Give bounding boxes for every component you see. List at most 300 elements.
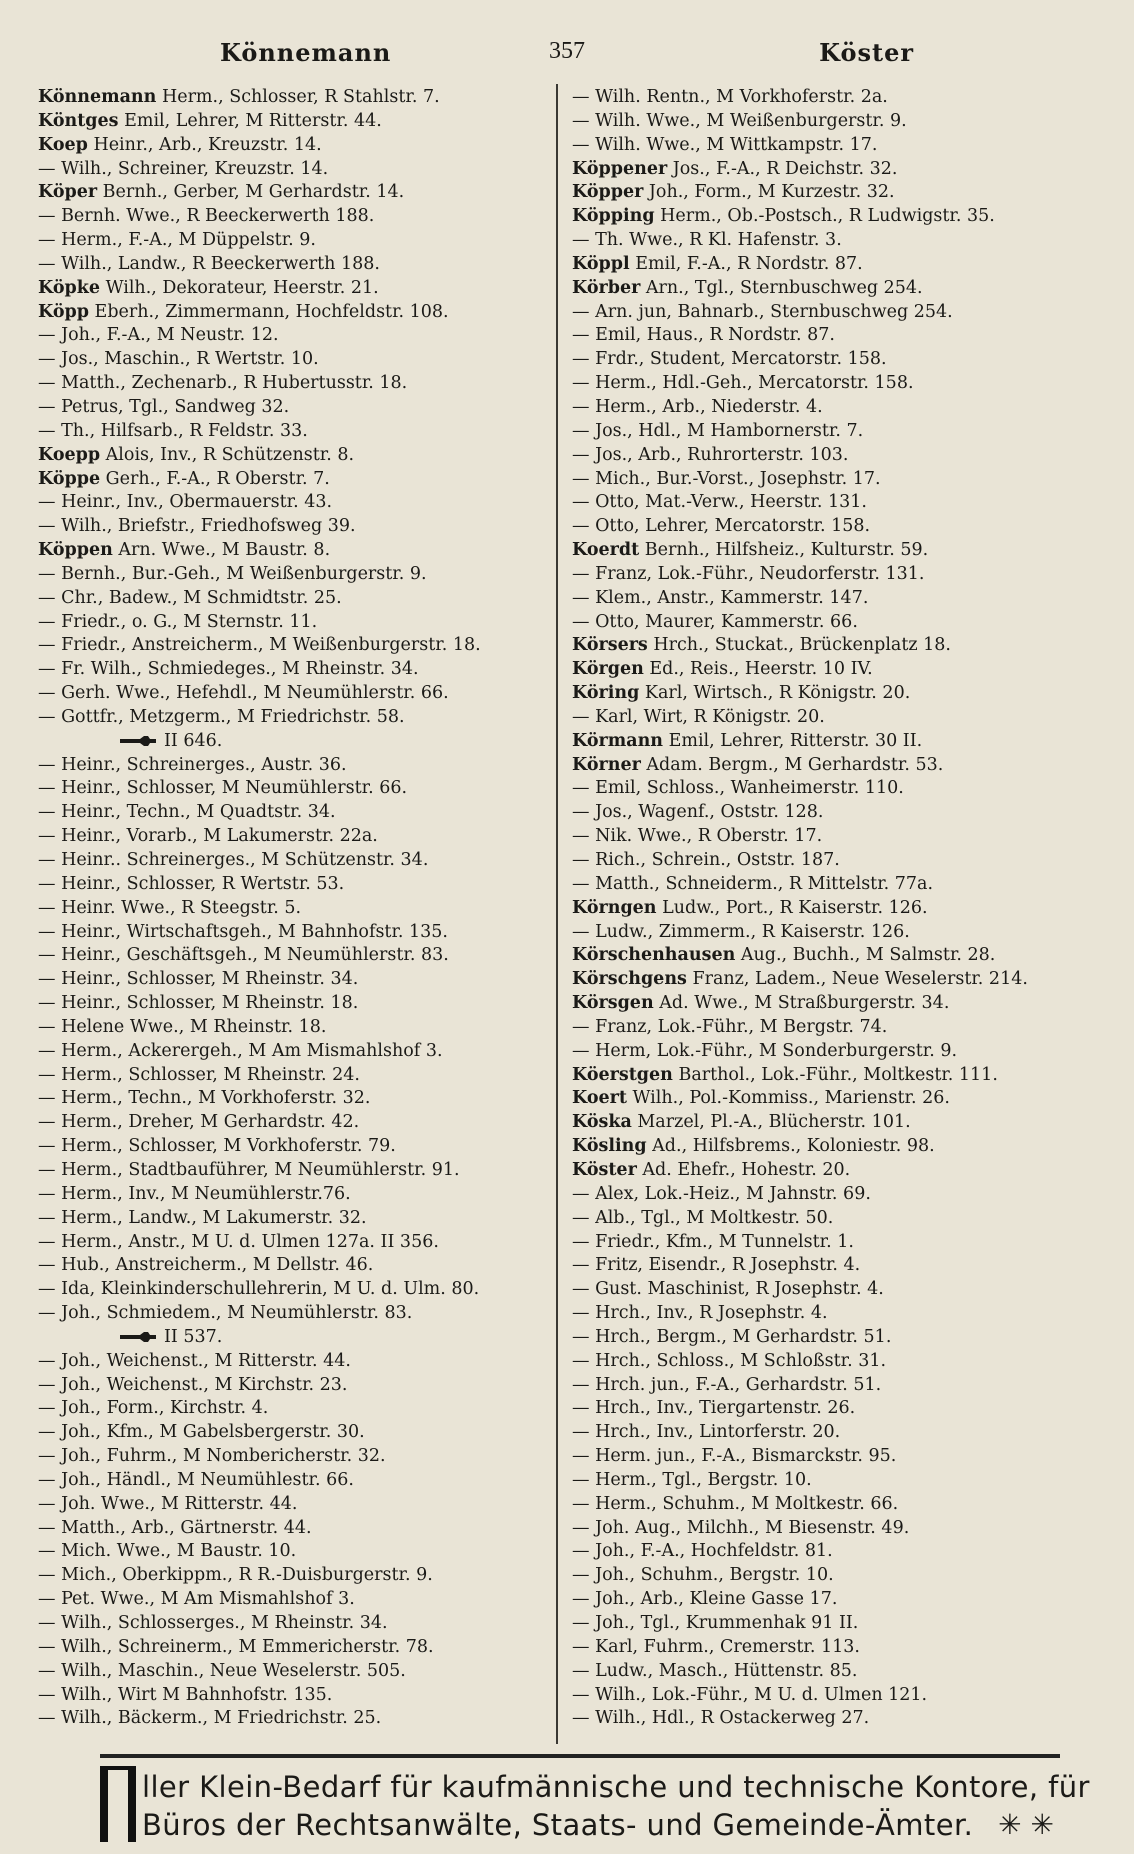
- entry-details: Bernh., Hilfsheiz., Kulturstr. 59.: [639, 540, 929, 561]
- entry-details: Jos., F.-A., R Deichstr. 32.: [667, 158, 898, 179]
- header-right-keyword: Köster: [819, 38, 914, 67]
- entry-details: — Ida, Kleinkinderschullehrerin, M U. d. Ulm. 80.: [38, 1279, 480, 1300]
- entry-details: Marzel, Pl.-A., Blücherstr. 101.: [631, 1112, 911, 1133]
- entry-surname: Köring: [572, 683, 640, 704]
- directory-entry: [572, 1040, 1112, 1064]
- entry-details: — Bernh., Bur.-Geh., M Weißenburgerstr. 9.: [38, 563, 427, 584]
- directory-entry: [572, 1087, 1112, 1111]
- entry-details: — Hrch., Inv., R Josephstr. 4.: [572, 1303, 828, 1324]
- entry-details: — Otto, Mat.-Verw., Heerstr. 131.: [572, 492, 867, 513]
- entry-surname: Körschgens: [572, 969, 687, 990]
- directory-entry: [572, 1707, 1112, 1731]
- entry-surname: Köppener: [572, 158, 668, 179]
- entry-details: — Heinr., Schlosser, M Neumühlerstr. 66.: [38, 778, 408, 799]
- entry-details: Joh., Form., M Kurzestr. 32.: [643, 182, 895, 203]
- entry-details: — Fritz, Eisendr., R Josephstr. 4.: [572, 1255, 861, 1276]
- directory-entry: [572, 968, 1112, 992]
- directory-entry: [38, 658, 550, 682]
- entry-details: Hrch., Stuckat., Brückenplatz 18.: [647, 635, 951, 656]
- entry-details: — Herm, Lok.-Führ., M Sonderburgerstr. 9.: [572, 1040, 958, 1061]
- entry-details: — Th., Hilfsarb., R Feldstr. 33.: [38, 420, 308, 441]
- entry-surname: Köppe: [38, 468, 101, 489]
- directory-entry: [572, 1684, 1112, 1708]
- directory-entry: [572, 1564, 1112, 1588]
- entry-surname: Koep: [38, 134, 88, 155]
- entry-details: — Frdr., Student, Mercatorstr. 158.: [572, 349, 887, 370]
- directory-entry: [38, 1564, 550, 1588]
- entry-details: Adam. Bergm., M Gerhardstr. 53.: [640, 754, 944, 775]
- entry-details: — Jos., Wagenf., Oststr. 128.: [572, 802, 824, 823]
- entry-details: — Gerh. Wwe., Hefehdl., M Neumühlerstr. 66.: [38, 683, 449, 704]
- directory-entry: [38, 706, 550, 730]
- directory-entry: [38, 1207, 550, 1231]
- directory-entry: [38, 515, 550, 539]
- entry-details: — Ludw., Masch., Hüttenstr. 85.: [572, 1660, 858, 1681]
- entry-details: Wilh., Pol.-Kommiss., Marienstr. 26.: [626, 1088, 950, 1109]
- entry-details: — Herm., F.-A., M Düppelstr. 9.: [38, 230, 316, 251]
- directory-entry: [572, 324, 1112, 348]
- page-number: 357: [549, 38, 585, 64]
- entry-surname: Körner: [572, 754, 641, 775]
- directory-entry: [38, 110, 550, 134]
- entry-details: Franz, Ladem., Neue Weselerstr. 214.: [686, 969, 1028, 990]
- directory-entry: [572, 1278, 1112, 1302]
- entry-details: — Matth., Schneiderm., R Mittelstr. 77a.: [572, 873, 934, 894]
- ad-stars-ornament: ✳ ✳: [998, 1808, 1054, 1841]
- entry-details: Arn. Wwe., M Baustr. 8.: [112, 540, 331, 561]
- entry-details: — Herm., Ackerergeh., M Am Mismahlshof 3.: [38, 1040, 443, 1061]
- directory-entry: [38, 491, 550, 515]
- directory-entry: [572, 1016, 1112, 1040]
- entry-details: II 646.: [164, 730, 223, 751]
- entry-surname: Kösling: [572, 1136, 647, 1157]
- entry-details: — Heinr., Schlosser, M Rheinstr. 34.: [38, 969, 359, 990]
- directory-entry: [572, 873, 1112, 897]
- entry-details: — Joh. Wwe., M Ritterstr. 44.: [38, 1493, 298, 1514]
- entry-details: — Joh. Aug., Milchh., M Biesenstr. 49.: [572, 1517, 910, 1538]
- directory-entry: [38, 1135, 550, 1159]
- entry-details: — Heinr., Techn., M Quadtstr. 34.: [38, 802, 336, 823]
- entry-details: — Hrch., Bergm., M Gerhardstr. 51.: [572, 1326, 892, 1347]
- entry-details: — Heinr., Schlosser, M Rheinstr. 18.: [38, 993, 359, 1014]
- entry-details: — Joh., Weichenst., M Ritterstr. 44.: [38, 1350, 351, 1371]
- directory-entry: [38, 1302, 550, 1326]
- directory-entry: [572, 730, 1112, 754]
- right-column: [572, 86, 1112, 1731]
- entry-details: — Heinr. Wwe., R Steegstr. 5.: [38, 897, 302, 918]
- directory-entry: [38, 1493, 550, 1517]
- directory-entry: [572, 1183, 1112, 1207]
- entry-surname: Köpke: [38, 277, 100, 298]
- entry-details: Eberh., Zimmermann, Hochfeldstr. 108.: [88, 301, 449, 322]
- entry-details: — Heinr., Vorarb., M Lakumerstr. 22a.: [38, 826, 378, 847]
- directory-entry: [38, 587, 550, 611]
- entry-details: Wilh., Dekorateur, Heerstr. 21.: [100, 277, 379, 298]
- entry-details: — Jos., Arb., Ruhrorterstr. 103.: [572, 444, 849, 465]
- entry-details: — Joh., Arb., Kleine Gasse 17.: [572, 1589, 838, 1610]
- entry-details: — Heinr.. Schreinerges., M Schützenstr. 34.: [38, 850, 429, 870]
- entry-surname: Körsgen: [572, 993, 654, 1014]
- directory-entry: [38, 253, 550, 277]
- entry-surname: Körmann: [572, 730, 664, 751]
- entry-details: — Rich., Schrein., Oststr. 187.: [572, 850, 840, 870]
- entry-details: — Heinr., Schlosser, R Wertstr. 53.: [38, 873, 345, 894]
- directory-entry: [38, 1159, 550, 1183]
- entry-details: — Hrch., Schloss., M Schloßstr. 31.: [572, 1350, 887, 1371]
- entry-details: — Franz, Lok.-Führ., Neudorferstr. 131.: [572, 563, 925, 584]
- directory-entry: [38, 777, 550, 801]
- directory-entry: [572, 420, 1112, 444]
- ad-top-rule: [100, 1754, 1060, 1758]
- directory-entry: [572, 158, 1112, 182]
- entry-surname: Körsers: [572, 635, 648, 656]
- directory-entry: [38, 1707, 550, 1731]
- directory-entry: [572, 1064, 1112, 1088]
- directory-entry: [38, 324, 550, 348]
- entry-details: Ludw., Port., R Kaiserstr. 126.: [656, 897, 928, 918]
- entry-details: — Chr., Badew., M Schmidtstr. 25.: [38, 587, 342, 608]
- entry-details: — Friedr., Anstreicherm., M Weißenburgerstr. 18.: [38, 635, 481, 656]
- entry-details: Emil, Lehrer, Ritterstr. 30 II.: [663, 730, 923, 751]
- directory-entry: [38, 730, 550, 754]
- entry-details: — Heinr., Geschäftsgeh., M Neumühlerstr. 83.: [38, 945, 449, 966]
- directory-entry: [38, 1540, 550, 1564]
- entry-details: Heinr., Arb., Kreuzstr. 14.: [87, 134, 322, 155]
- entry-details: — Hrch. jun., F.-A., Gerhardstr. 51.: [572, 1374, 882, 1395]
- entry-details: — Wilh., Schreiner, Kreuzstr. 14.: [38, 158, 329, 179]
- entry-details: — Joh., Tgl., Krummenhak 91 II.: [572, 1613, 859, 1633]
- entry-surname: Körngen: [572, 897, 657, 918]
- directory-entry: [38, 1517, 550, 1541]
- entry-details: — Herm., Dreher, M Gerhardstr. 42.: [38, 1112, 360, 1133]
- entry-surname: Körber: [572, 277, 641, 298]
- directory-entry: [572, 921, 1112, 945]
- directory-entry: [572, 1111, 1112, 1135]
- entry-details: — Herm., Techn., M Vorkhoferstr. 32.: [38, 1088, 371, 1109]
- entry-details: — Emil, Haus., R Nordstr. 87.: [572, 325, 835, 346]
- entry-details: — Herm., Schuhm., M Moltkestr. 66.: [572, 1493, 899, 1514]
- entry-surname: Körschenhausen: [572, 945, 736, 966]
- entry-details: — Heinr., Schreinerges., Austr. 36.: [38, 754, 347, 775]
- entry-details: — Hub., Anstreicherm., M Dellstr. 46.: [38, 1255, 374, 1276]
- directory-entry: [38, 1684, 550, 1708]
- directory-entry: [38, 396, 550, 420]
- directory-entry: [38, 1612, 550, 1636]
- directory-entry: [572, 754, 1112, 778]
- entry-surname: Köster: [572, 1159, 637, 1180]
- entry-details: — Klem., Anstr., Kammerstr. 147.: [572, 587, 869, 608]
- directory-entry: [572, 1207, 1112, 1231]
- entry-details: — Bernh. Wwe., R Beeckerwerth 188.: [38, 206, 375, 227]
- entry-details: — Alb., Tgl., M Moltkestr. 50.: [572, 1207, 834, 1228]
- entry-details: — Herm., Schlosser, M Vorkhoferstr. 79.: [38, 1136, 396, 1157]
- directory-entry: [38, 1350, 550, 1374]
- directory-entry: [572, 1350, 1112, 1374]
- directory-entry: [572, 777, 1112, 801]
- directory-entry: [572, 1493, 1112, 1517]
- ad-initial-letter: [100, 1766, 136, 1842]
- directory-entry: [572, 1326, 1112, 1350]
- directory-entry: [572, 658, 1112, 682]
- entry-surname: Köerstgen: [572, 1064, 673, 1085]
- entry-details: — Wilh., Lok.-Führ., M U. d. Ulmen 121.: [572, 1684, 928, 1705]
- entry-details: — Emil, Schloss., Wanheimerstr. 110.: [572, 778, 904, 799]
- directory-entry: [38, 921, 550, 945]
- header-left-keyword: Könnemann: [220, 38, 392, 67]
- directory-entry: [572, 1660, 1112, 1684]
- directory-entry: [572, 205, 1112, 229]
- left-column: [38, 86, 550, 1731]
- directory-entry: [38, 1588, 550, 1612]
- directory-entry: [38, 849, 550, 873]
- entry-details: — Wilh. Rentn., M Vorkhoferstr. 2a.: [572, 87, 888, 107]
- entry-details: — Heinr., Wirtschaftsgeh., M Bahnhofstr. 135.: [38, 921, 448, 942]
- entry-details: Barthol., Lok.-Führ., Moltkestr. 111.: [672, 1064, 998, 1085]
- entry-details: — Wilh., Schreinerm., M Emmericherstr. 78.: [38, 1636, 434, 1657]
- directory-entry: [38, 1374, 550, 1398]
- directory-entry: [38, 444, 550, 468]
- directory-entry: [38, 205, 550, 229]
- directory-entry: [572, 277, 1112, 301]
- directory-entry: [572, 992, 1112, 1016]
- entry-details: — Matth., Arb., Gärtnerstr. 44.: [38, 1517, 312, 1538]
- directory-entry: [572, 1540, 1112, 1564]
- directory-entry: [572, 539, 1112, 563]
- entry-details: — Alex, Lok.-Heiz., M Jahnstr. 69.: [572, 1183, 871, 1204]
- entry-details: — Joh., Weichenst., M Kirchstr. 23.: [38, 1374, 348, 1395]
- entry-details: Aug., Buchh., M Salmstr. 28.: [735, 945, 996, 966]
- directory-entry: [38, 992, 550, 1016]
- entry-details: II 537.: [164, 1326, 223, 1347]
- directory-entry: [572, 348, 1112, 372]
- directory-entry: [38, 1040, 550, 1064]
- directory-entry: [38, 301, 550, 325]
- directory-entry: [572, 444, 1112, 468]
- directory-entry: [38, 539, 550, 563]
- page-header: [40, 38, 1094, 74]
- entry-details: — Wilh. Wwe., M Weißenburgerstr. 9.: [572, 110, 907, 131]
- directory-entry: [572, 825, 1112, 849]
- entry-details: — Friedr., o. G., M Sternstr. 11.: [38, 611, 318, 632]
- directory-entry: [38, 611, 550, 635]
- entry-details: — Gust. Maschinist, R Josephstr. 4.: [572, 1279, 884, 1300]
- directory-entry: [572, 468, 1112, 492]
- directory-entry: [38, 873, 550, 897]
- entry-details: — Otto, Lehrer, Mercatorstr. 158.: [572, 516, 871, 537]
- entry-details: — Helene Wwe., M Rheinstr. 18.: [38, 1016, 327, 1037]
- directory-entry: [38, 563, 550, 587]
- entry-details: — Joh., Schmiedem., M Neumühlerstr. 83.: [38, 1303, 413, 1324]
- entry-details: Karl, Wirtsch., R Königstr. 20.: [639, 683, 911, 704]
- directory-entry: [572, 682, 1112, 706]
- directory-entry: [38, 1660, 550, 1684]
- directory-entry: [572, 1517, 1112, 1541]
- entry-details: — Ludw., Zimmerm., R Kaiserstr. 126.: [572, 921, 910, 942]
- entry-details: — Joh., Form., Kirchstr. 4.: [38, 1398, 269, 1419]
- entry-details: — Heinr., Inv., Obermauerstr. 43.: [38, 492, 333, 513]
- directory-entry: [572, 1445, 1112, 1469]
- entry-surname: Köper: [38, 182, 98, 203]
- entry-details: — Joh., Schuhm., Bergstr. 10.: [572, 1565, 834, 1586]
- entry-details: — Jos., Maschin., R Wertstr. 10.: [38, 349, 319, 370]
- directory-entry: [572, 86, 1112, 110]
- entry-details: — Mich. Wwe., M Baustr. 10.: [38, 1541, 297, 1562]
- entry-details: — Joh., F.-A., M Neustr. 12.: [38, 325, 279, 346]
- directory-entry: [38, 897, 550, 921]
- directory-entry: [572, 301, 1112, 325]
- entry-details: — Joh., Händl., M Neumühlestr. 66.: [38, 1469, 354, 1490]
- entry-details: — Wilh., Bäckerm., M Friedrichstr. 25.: [38, 1708, 382, 1729]
- directory-entry: [572, 134, 1112, 158]
- entry-surname: Koepp: [38, 444, 101, 465]
- directory-entry: [572, 1421, 1112, 1445]
- directory-entry: [38, 1326, 550, 1350]
- directory-entry: [572, 1397, 1112, 1421]
- directory-entry: [38, 372, 550, 396]
- directory-entry: [572, 372, 1112, 396]
- entry-details: — Pet. Wwe., M Am Mismahlshof 3.: [38, 1589, 355, 1610]
- directory-entry: [572, 1636, 1112, 1660]
- directory-entry: [38, 682, 550, 706]
- entry-details: — Arn. jun, Bahnarb., Sternbuschweg 254.: [572, 301, 953, 322]
- directory-entry: [38, 420, 550, 444]
- entry-surname: Köska: [572, 1112, 632, 1133]
- directory-entry: [572, 1135, 1112, 1159]
- directory-entry: [38, 134, 550, 158]
- entry-details: — Matth., Zechenarb., R Hubertusstr. 18.: [38, 373, 408, 394]
- ad-line-1: ller Klein-Bedarf für kaufmännische und technische Kontore, für: [142, 1770, 1090, 1804]
- entry-details: Ad. Ehefr., Hohestr. 20.: [636, 1159, 851, 1180]
- entry-details: Ad. Wwe., M Straßburgerstr. 34.: [653, 993, 950, 1014]
- directory-entry: [572, 1374, 1112, 1398]
- entry-surname: Köntges: [38, 110, 119, 131]
- directory-entry: [38, 1469, 550, 1493]
- entry-details: Gerh., F.-A., R Oberstr. 7.: [100, 468, 330, 489]
- directory-entry: [38, 944, 550, 968]
- entry-details: — Wilh., Briefstr., Friedhofsweg 39.: [38, 516, 356, 537]
- directory-entry: [572, 801, 1112, 825]
- entry-details: — Mich., Bur.-Vorst., Josephstr. 17.: [572, 468, 881, 489]
- pointing-hand-icon: [118, 734, 158, 748]
- entry-surname: Köppen: [38, 540, 113, 561]
- directory-entry: [38, 1087, 550, 1111]
- directory-entry: [572, 253, 1112, 277]
- entry-surname: Koerdt: [572, 540, 640, 561]
- directory-entry: [38, 754, 550, 778]
- directory-entry: [572, 491, 1112, 515]
- directory-entry: [572, 515, 1112, 539]
- directory-entry: [38, 1636, 550, 1660]
- entry-details: — Wilh., Hdl., R Ostackerweg 27.: [572, 1708, 870, 1729]
- entry-details: Alois, Inv., R Schützenstr. 8.: [100, 444, 355, 465]
- entry-details: — Herm., Inv., M Neumühlerstr.76.: [38, 1183, 351, 1204]
- directory-entry: [38, 1421, 550, 1445]
- directory-entry: [572, 634, 1112, 658]
- entry-details: — Friedr., Kfm., M Tunnelstr. 1.: [572, 1231, 854, 1252]
- directory-entry: [38, 1231, 550, 1255]
- directory-entry: [38, 801, 550, 825]
- entry-details: Arn., Tgl., Sternbuschweg 254.: [640, 277, 923, 298]
- entry-details: — Herm., Anstr., M U. d. Ulmen 127a. II 356.: [38, 1231, 439, 1252]
- directory-entry: [572, 849, 1112, 873]
- directory-entry: [38, 348, 550, 372]
- entry-details: — Karl, Wirt, R Königstr. 20.: [572, 706, 825, 727]
- entry-details: — Hrch., Inv., Tiergartenstr. 26.: [572, 1398, 856, 1419]
- entry-surname: Könnemann: [38, 87, 157, 107]
- entry-details: Herm., Ob.-Postsch., R Ludwigstr. 35.: [654, 206, 995, 227]
- directory-entry: [572, 1612, 1112, 1636]
- entry-details: — Wilh., Maschin., Neue Weselerstr. 505.: [38, 1660, 406, 1681]
- directory-entry: [38, 1254, 550, 1278]
- directory-entry: [572, 396, 1112, 420]
- advertisement: [100, 1766, 1090, 1844]
- entry-details: — Herm., Landw., M Lakumerstr. 32.: [38, 1207, 367, 1228]
- entry-details: — Herm., Arb., Niederstr. 4.: [572, 396, 823, 417]
- entry-details: Herm., Schlosser, R Stahlstr. 7.: [156, 87, 440, 107]
- directory-entry: [572, 1469, 1112, 1493]
- entry-details: — Jos., Hdl., M Hambornerstr. 7.: [572, 420, 864, 441]
- directory-entry: [38, 277, 550, 301]
- directory-entry: [572, 611, 1112, 635]
- entry-details: — Herm., Schlosser, M Rheinstr. 24.: [38, 1064, 360, 1085]
- entry-details: — Th. Wwe., R Kl. Hafenstr. 3.: [572, 230, 842, 251]
- directory-entry: [38, 86, 550, 110]
- entry-details: — Fr. Wilh., Schmiedeges., M Rheinstr. 34.: [38, 659, 419, 680]
- directory-entry: [572, 1588, 1112, 1612]
- entry-details: — Nik. Wwe., R Oberstr. 17.: [572, 826, 823, 847]
- entry-surname: Koert: [572, 1088, 627, 1109]
- directory-entry: [38, 1278, 550, 1302]
- directory-entry: [572, 897, 1112, 921]
- entry-surname: Körgen: [572, 659, 644, 680]
- directory-entry: [572, 1302, 1112, 1326]
- directory-entry: [38, 1016, 550, 1040]
- entry-details: — Otto, Maurer, Kammerstr. 66.: [572, 611, 858, 632]
- entry-details: — Hrch., Inv., Lintorferstr. 20.: [572, 1422, 841, 1443]
- directory-entry: [572, 944, 1112, 968]
- entry-details: Emil, F.-A., R Nordstr. 87.: [629, 253, 863, 274]
- entry-surname: Köpp: [38, 301, 89, 322]
- directory-entry: [38, 1111, 550, 1135]
- directory-entry: [572, 563, 1112, 587]
- entry-surname: Köpping: [572, 206, 655, 227]
- entry-details: — Karl, Fuhrm., Cremerstr. 113.: [572, 1636, 860, 1657]
- directory-entry: [38, 158, 550, 182]
- directory-entry: [38, 229, 550, 253]
- directory-entry: [572, 110, 1112, 134]
- entry-surname: Köppl: [572, 253, 630, 274]
- entry-details: — Wilh., Wirt M Bahnhofstr. 135.: [38, 1684, 333, 1705]
- directory-entry: [572, 229, 1112, 253]
- directory-entry: [572, 1254, 1112, 1278]
- directory-entry: [38, 1445, 550, 1469]
- directory-entry: [572, 587, 1112, 611]
- entry-details: — Wilh. Wwe., M Wittkampstr. 17.: [572, 134, 878, 155]
- directory-entry: [38, 1183, 550, 1207]
- directory-entry: [572, 181, 1112, 205]
- ad-line-2: Büros der Rechtsanwälte, Staats- und Gemeinde-Ämter.: [142, 1808, 974, 1842]
- entry-surname: Köpper: [572, 182, 644, 203]
- entry-details: Ed., Reis., Heerstr. 10 IV.: [643, 659, 873, 680]
- entry-details: — Herm., Stadtbauführer, M Neumühlerstr. 91.: [38, 1159, 460, 1180]
- entry-details: — Herm., Hdl.-Geh., Mercatorstr. 158.: [572, 373, 914, 394]
- entry-details: Ad., Hilfsbrems., Koloniestr. 98.: [646, 1136, 935, 1157]
- directory-entry: [38, 181, 550, 205]
- entry-details: — Franz, Lok.-Führ., M Bergstr. 74.: [572, 1016, 888, 1037]
- directory-entry: [38, 634, 550, 658]
- entry-details: — Mich., Oberkippm., R R.-Duisburgerstr. 9.: [38, 1565, 433, 1586]
- directory-entry: [572, 1159, 1112, 1183]
